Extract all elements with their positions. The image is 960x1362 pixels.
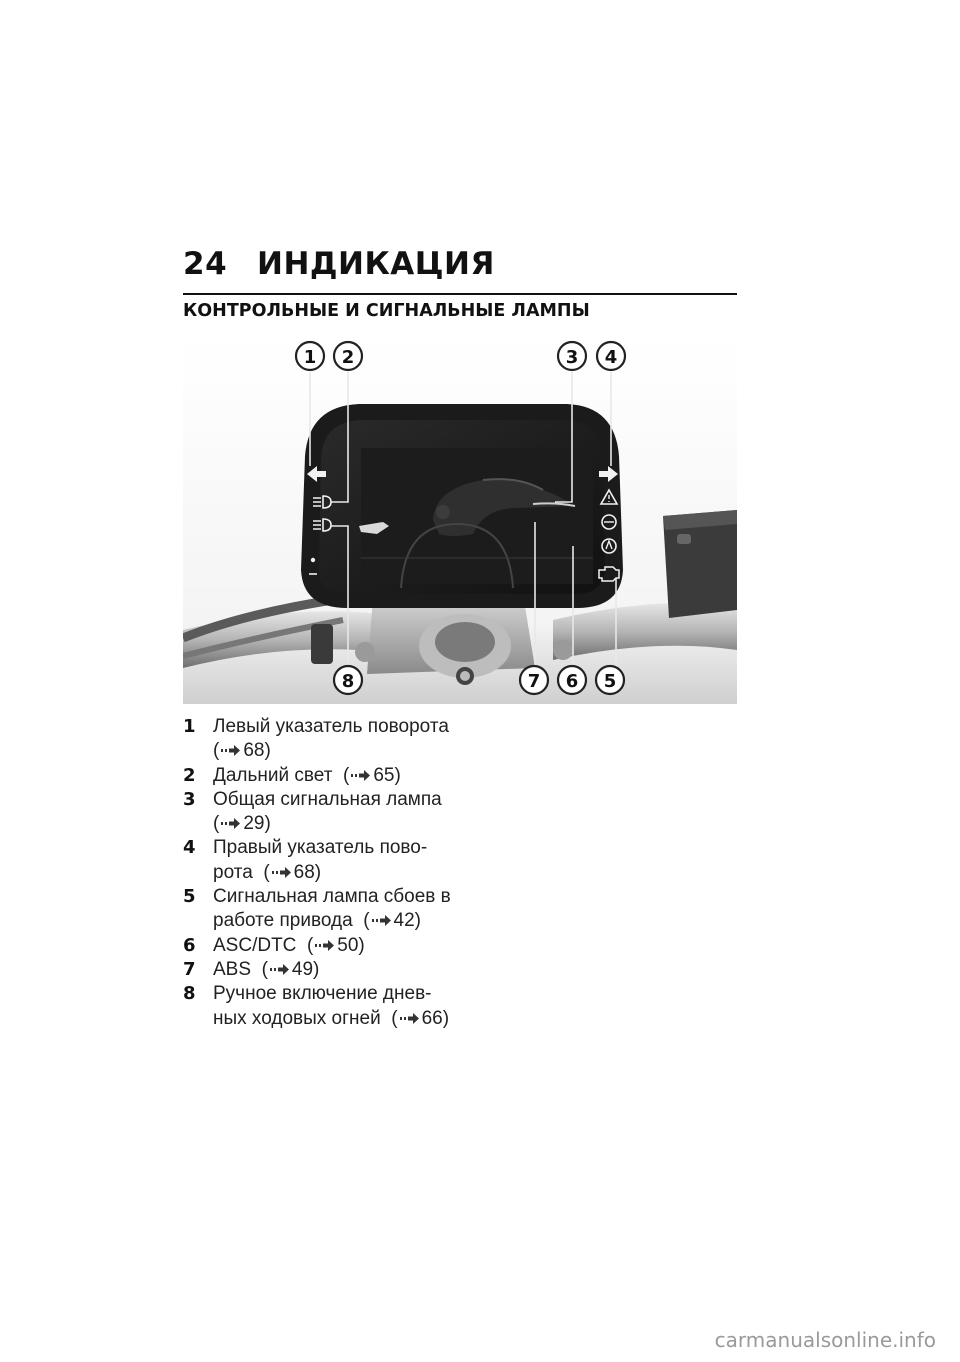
page-number: 24 — [183, 246, 228, 282]
legend-item-4: 4 Правый указатель пово- рота ( 68) — [183, 837, 428, 883]
page-ref: 65) — [373, 764, 401, 786]
page-ref: 50) — [337, 934, 365, 956]
legend-list — [183, 715, 463, 1031]
page-ref: 42) — [393, 910, 422, 932]
section-title: КОНТРОЛЬНЫЕ И СИГНАЛЬНЫЕ ЛАМПЫ — [183, 301, 590, 321]
page-ref-arrow-icon — [400, 1012, 420, 1025]
page-ref-arrow-icon — [270, 963, 290, 976]
callout-6 — [558, 666, 586, 694]
callout-3 — [558, 342, 586, 370]
callout-2 — [334, 342, 362, 370]
svg-text:7: 7 — [527, 671, 541, 692]
page-ref: 68) — [293, 861, 322, 883]
legend-item-1: 1 Левый указатель поворота ( 68) — [183, 716, 449, 762]
tft-display — [301, 404, 623, 608]
callout-7 — [520, 666, 548, 694]
page-ref-arrow-icon — [221, 744, 241, 757]
page-ref: 29) — [243, 813, 271, 835]
page-header — [183, 246, 495, 282]
svg-text:8: 8 — [341, 671, 355, 692]
svg-text:5: 5 — [603, 671, 617, 692]
callout-4 — [597, 342, 625, 370]
callout-5 — [596, 666, 624, 694]
page-ref-arrow-icon — [372, 914, 392, 927]
legend-item-2: 2 Дальний свет ( 65) — [183, 764, 401, 786]
legend-item-6: 6 ASC/DTC ( 50) — [183, 934, 365, 956]
watermark: carmanualsonline.info — [714, 1328, 936, 1352]
page-ref-arrow-icon — [221, 817, 241, 830]
svg-text:4: 4 — [604, 347, 618, 368]
reservoir — [663, 510, 737, 618]
page-ref-arrow-icon — [351, 769, 371, 782]
page-ref-arrow-icon — [315, 939, 335, 952]
callout-1 — [296, 342, 324, 370]
legend-item-8: 8 Ручное включение днев- ных ходовых огней ( 66) — [183, 983, 450, 1029]
legend-item-7: 7 ABS ( 49) — [183, 958, 320, 980]
svg-text:6: 6 — [565, 671, 579, 692]
svg-text:3: 3 — [565, 347, 579, 368]
svg-text:2: 2 — [341, 347, 355, 368]
legend-item-5: 5 Сигнальная лампа сбоев в работе привода ( 42) — [183, 886, 451, 932]
callout-8 — [334, 666, 362, 694]
legend-item-3: 3 Общая сигнальная лампа ( 29) — [183, 788, 442, 835]
chapter-title: ИНДИКАЦИЯ — [257, 246, 495, 282]
page-ref: 49) — [291, 958, 320, 980]
instrument-cluster-figure — [183, 338, 737, 704]
page-ref: 68) — [243, 740, 271, 762]
page-ref-arrow-icon — [272, 866, 292, 879]
svg-text:1: 1 — [303, 347, 317, 368]
header-rule — [183, 293, 737, 295]
page-ref: 66) — [421, 1007, 450, 1029]
